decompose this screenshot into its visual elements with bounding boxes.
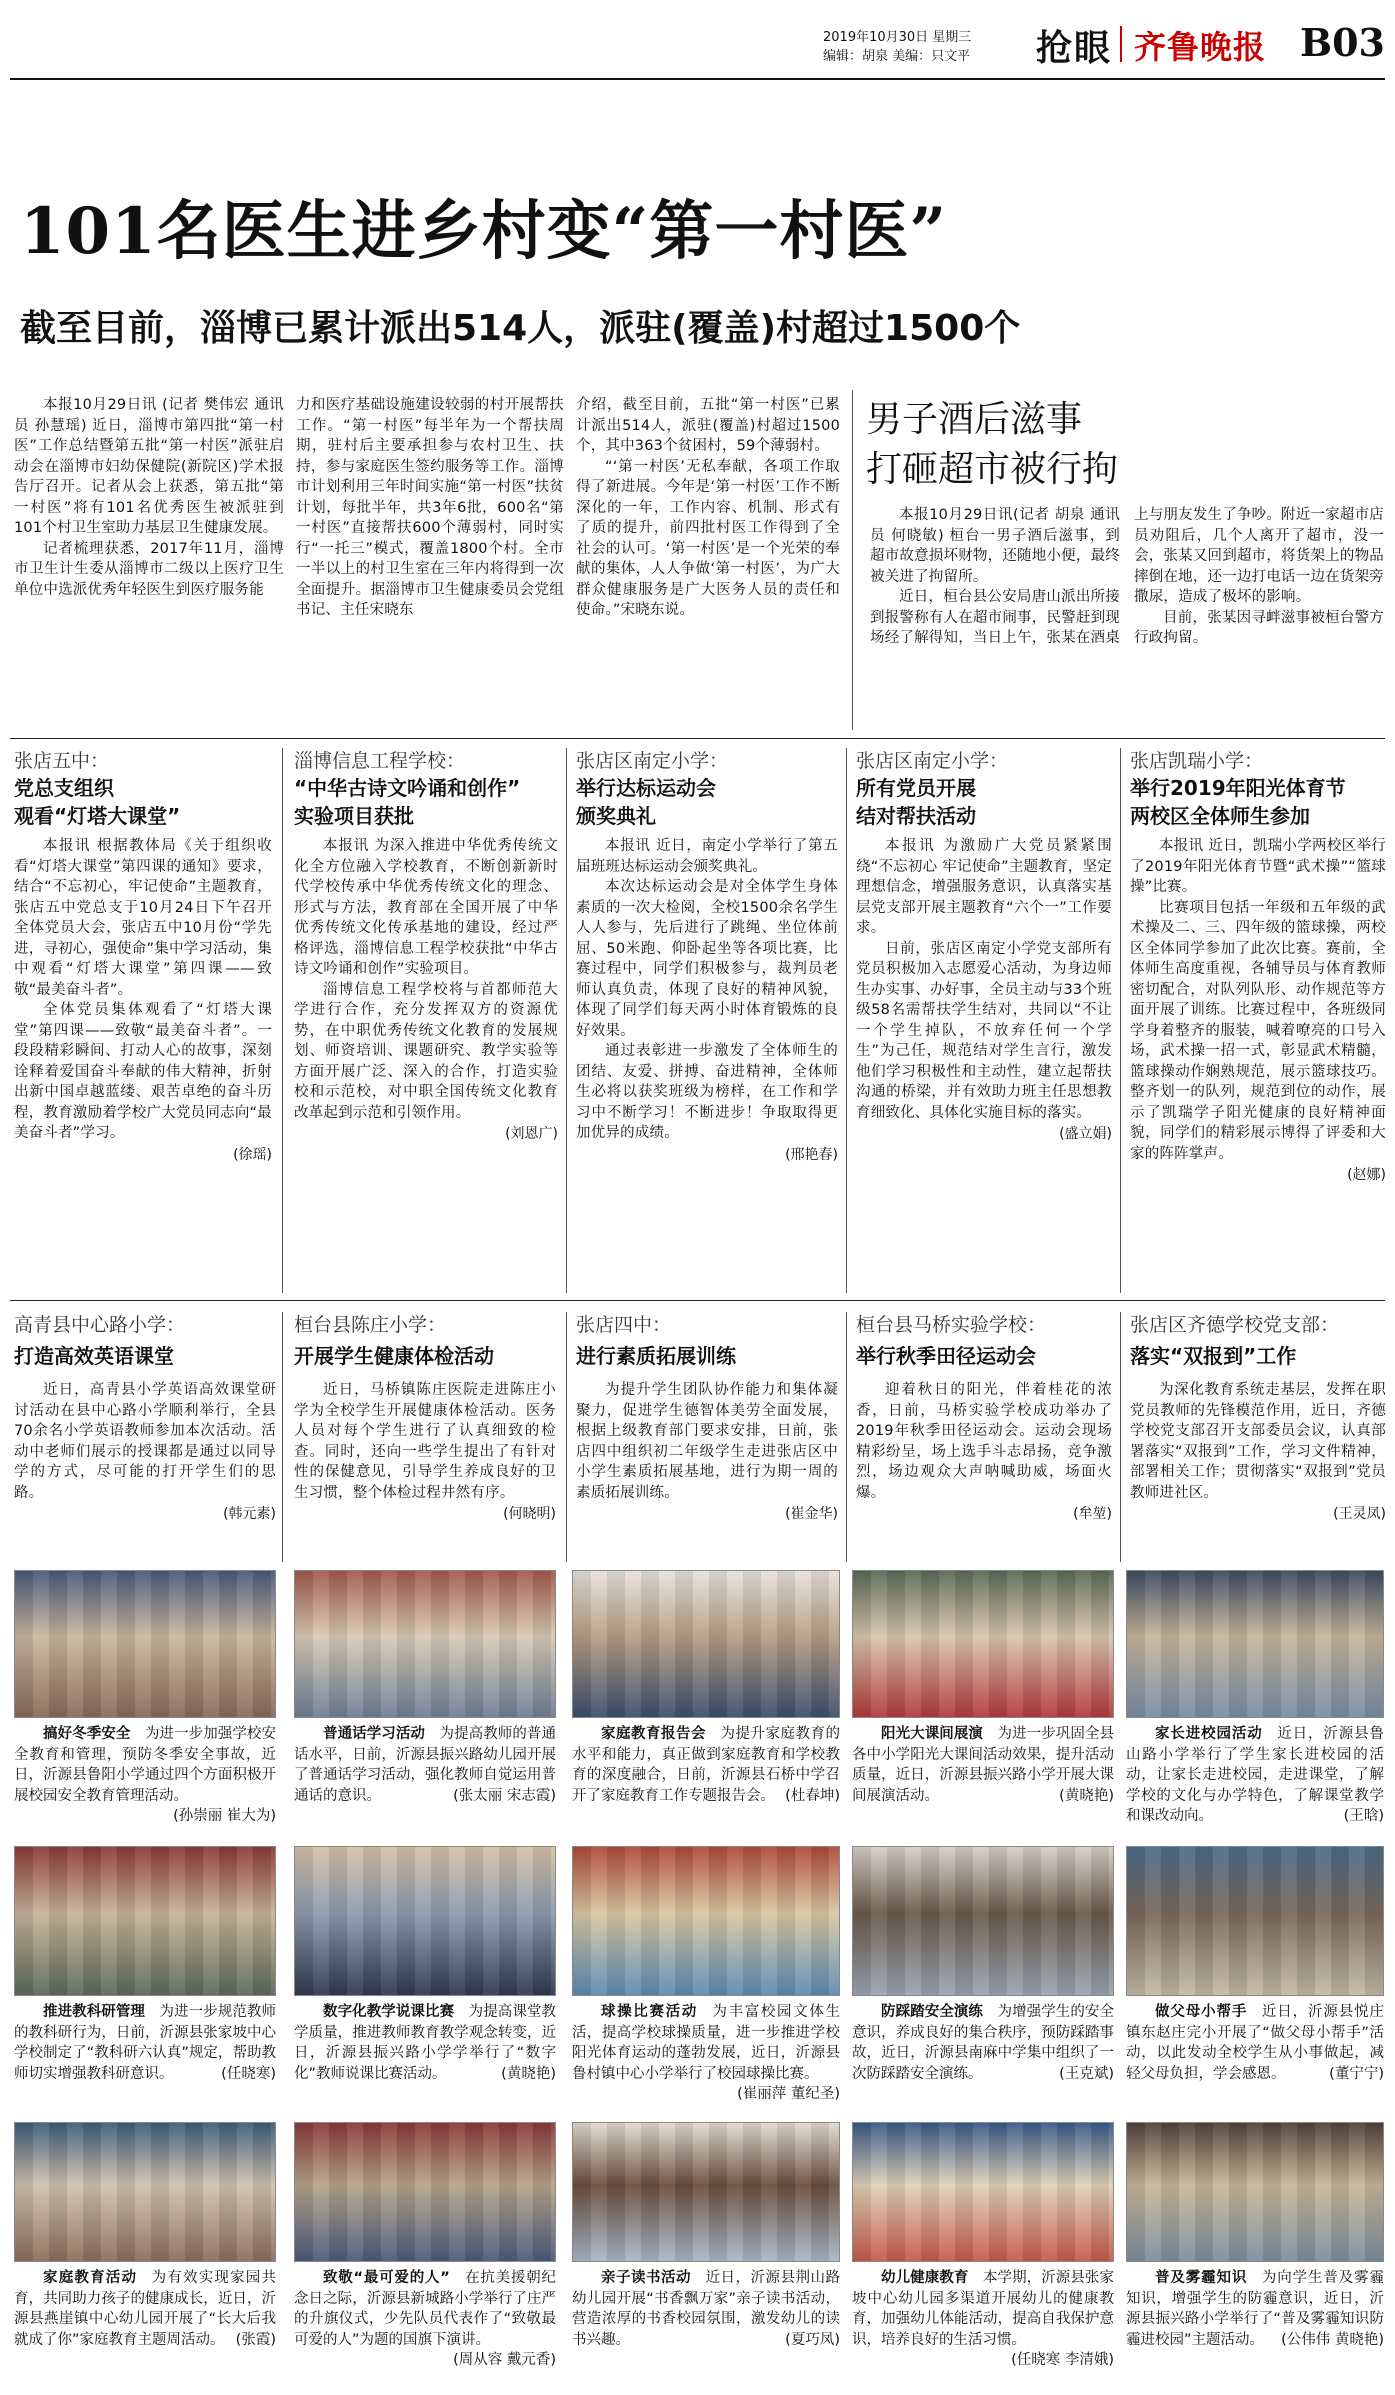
side-paragraph: 目前，张某因寻衅滋事被桓台警方行政拘留。	[1134, 609, 1384, 646]
caption-byline: (崔丽萍 董纪圣)	[737, 2086, 840, 2102]
news-photo	[14, 2122, 276, 2262]
short-gaoqing	[14, 1312, 276, 1523]
caption-title: 普通话学习活动	[323, 1726, 425, 1742]
short-headline: 进行素质拓展训练	[576, 1344, 736, 1368]
header-date: 2019年10月30日 星期三	[823, 30, 972, 45]
news-photo	[294, 1570, 556, 1718]
photo-caption	[572, 2002, 841, 2102]
photo-caption	[14, 2002, 276, 2084]
short-school: 桓台县陈庄小学：	[294, 1314, 447, 1336]
short-byline: (韩元素)	[223, 1506, 276, 1522]
brief-headline: 实验项目获批	[294, 804, 414, 828]
side-paragraph: 本报10月29日讯(记者 胡泉 通讯员 何晓敏) 桓台一男子酒后滋事，到超市故意损坏财物，还随地小便，最终被关进了拘留所。	[870, 507, 1120, 585]
short-paragraph: 近日，高青县小学英语高效课堂研讨活动在县中心路小学顺利举行，全县70余名小学英语教师参加本次活动。活动中老师们展示的授课都是通过以同导学的方式，尽可能的打开学生们的思路。	[14, 1382, 276, 1501]
column-divider	[846, 748, 847, 1293]
side-paragraph: 近日，桓台县公安局唐山派出所接到报警称有人在超市闹事，民警赶到现场经了解得知，当日上午，张某在酒桌	[870, 589, 1120, 646]
brief-byline: (盛立娟)	[1059, 1126, 1112, 1142]
lead-column-3	[576, 395, 840, 621]
brief-zibo-info-school	[294, 748, 558, 1143]
photo-caption	[294, 1724, 556, 1806]
header-divider	[1120, 26, 1122, 62]
photo-news-item	[14, 1570, 276, 1827]
news-photo	[852, 1846, 1114, 1996]
page-number: B03	[1300, 20, 1385, 65]
news-photo	[294, 1846, 556, 1996]
short-school: 桓台县马桥实验学校：	[856, 1314, 1047, 1336]
short-headline: 落实“双报到”工作	[1130, 1344, 1297, 1368]
photo-caption	[572, 2268, 840, 2350]
caption-byline: (王克斌)	[1059, 2065, 1114, 2082]
caption-byline: (任晓寒)	[221, 2065, 276, 2082]
caption-byline: (任晓寒 李清娥)	[1011, 2352, 1114, 2368]
photo-news-item	[1126, 1846, 1384, 2084]
caption-text: 本学期，沂源县张家坡中心幼儿园多渠道开展幼儿的健康教育，加强幼儿体能活动，提高自我保护意识，培养良好的生活习惯。	[852, 2270, 1115, 2348]
lead-paragraph: 记者梳理获悉，2017年11月，淄博市卫生计生委从淄博市二级以上医疗卫生单位中选派优秀年轻医生到医疗服务能	[14, 540, 284, 598]
brief-zhangdian-5	[14, 748, 272, 1164]
section-kicker: 抢眼	[1036, 28, 1113, 69]
brief-school: 张店区南定小学：	[576, 750, 729, 772]
short-headline: 打造高效英语课堂	[14, 1344, 174, 1368]
section-rule	[10, 1300, 1385, 1301]
brief-nanding-party	[856, 748, 1112, 1143]
brief-paragraph: 本报讯 近日，南定小学举行了第五届班班达标运动会颁奖典礼。	[576, 838, 838, 875]
photo-caption	[852, 2002, 1114, 2084]
photo-caption	[294, 2268, 556, 2368]
news-photo	[572, 1846, 840, 1996]
caption-title: 家庭教育报告会	[601, 1726, 706, 1742]
caption-text: 近日，沂源县悦庄镇东赵庄完小开展了“做父母小帮手”活动，以此发动全校学生从小事做起，减轻父母负担，学会感恩。	[1126, 2004, 1385, 2082]
side-story-headline	[866, 395, 1118, 495]
brief-headline: 两校区全体师生参加	[1130, 804, 1310, 828]
brief-paragraph: 全体党员集体观看了“灯塔大课堂”第四课——致敬“最美奋斗者”。一段段精彩瞬间、打动人心的故事，深刻诠释着爱国奋斗奉献的伟大精神，折射出新中国卓越蓝缕、艰苦卓绝的奋斗历程，教育激励着学校广大党员同志向“最美奋斗者”学习。	[14, 1002, 272, 1141]
photo-news-item	[14, 1846, 276, 2084]
brief-school: 张店区南定小学：	[856, 750, 1009, 772]
short-byline: (王灵凤)	[1333, 1506, 1386, 1522]
caption-byline: (公伟伟 黄晓艳)	[1281, 2331, 1384, 2348]
photo-news-item	[572, 1570, 840, 1806]
news-photo	[852, 1570, 1114, 1718]
brief-byline: (邢艳春)	[785, 1146, 838, 1163]
photo-caption	[572, 1724, 840, 1806]
caption-text: 为提高课堂教学质量，推进教师教育教学观念转变，近日，沂源县振兴路小学学举行了“数字化”教师说课比赛活动。	[294, 2004, 557, 2082]
caption-title: 推进教科研管理	[43, 2004, 145, 2020]
photo-caption	[852, 1724, 1114, 1806]
caption-byline: (黄晓艳)	[501, 2065, 556, 2082]
short-byline: (何晓明)	[503, 1506, 556, 1522]
caption-title: 防踩踏安全演练	[881, 2004, 983, 2020]
short-school: 高青县中心路小学：	[14, 1314, 186, 1336]
caption-title: 家长进校园活动	[1155, 1726, 1263, 1742]
caption-text: 为提高教师的普通话水平，日前，沂源县振兴路幼儿园开展了普通话学习活动，强化教师自觉运用普通话的意识。	[294, 1726, 556, 1804]
caption-text: 为进一步巩固全县各中小学阳光大课间活动效果，提升活动质量，近日，沂源县振兴路小学开展大课间展演活动。	[852, 1726, 1114, 1804]
short-paragraph: 迎着秋日的阳光，伴着桂花的浓香，日前，马桥实验学校成功举办了2019年秋季田径运动会。运动会现场精彩纷呈，场上选手斗志昂扬，竞争激烈，场边观众大声呐喊助威，场面火爆。	[856, 1382, 1112, 1501]
brief-paragraph: 本报讯 为深入推进中华优秀传统文化全方位融入学校教育，不断创新新时代学校传承中华优秀传统文化的理念、形式与方法，教育部在全国开展了中华优秀传统文化传承基地的建设，经过严格评选，淄博信息工程学校获批“中华古诗文吟诵和创作”实验项目。	[294, 838, 558, 977]
lead-paragraph: 介绍，截至目前，五批“第一村医”已累计派出514人，派驻(覆盖)村超过1500个，其中363个贫困村，59个薄弱村。	[576, 397, 840, 454]
lead-paragraph: 本报10月29日讯 (记者 樊伟宏 通讯员 孙慧瑶) 近日，淄博市第四批“第一村医”工作总结暨第五批“第一村医”派驻启动会在淄博市妇幼保健院(新院区)学术报告厅召开。记者从会上获悉，第五批“第一村医”将有101名优秀医生被派驻到101个村卫生室助力基层卫生健康发展。	[14, 397, 284, 536]
photo-news-item	[852, 1570, 1114, 1806]
short-paragraph: 为提升学生团队协作能力和集体凝聚力，促进学生德智体美劳全面发展，根据上级教育部门要求安排，日前，张店四中组织初二年级学生走进张店区中小学生素质拓展基地，进行为期一周的素质拓展训练。	[576, 1382, 838, 1501]
photo-caption	[1126, 1724, 1384, 1827]
photo-caption	[1126, 2002, 1384, 2084]
photo-caption	[14, 2268, 276, 2350]
brief-headline: 观看“灯塔大课堂”	[14, 804, 181, 828]
column-divider	[1120, 748, 1121, 1293]
brief-byline: (刘恩广)	[505, 1126, 558, 1142]
caption-byline: (董宁宁)	[1329, 2065, 1384, 2082]
brief-headline: “中华古诗文吟诵和创作”	[294, 776, 521, 800]
photo-caption	[1126, 2268, 1384, 2350]
brief-paragraph: 本次达标运动会是对全体学生身体素质的一次大检阅，全校1500余名学生人人参与，先后进行了跳绳、坐位体前屈、50米跑、仰卧起坐等各项比赛，比赛过程中，同学们积极参与，裁判员老师认真负责，体现了良好的精神风貌，体现了同学们每天两小时体育锻炼的良好效果。	[576, 879, 838, 1039]
caption-byline: (张霞)	[235, 2331, 276, 2348]
caption-title: 搞好冬季安全	[43, 1726, 131, 1742]
photo-news-item	[294, 1570, 556, 1806]
side-headline-line: 男子酒后滋事	[866, 399, 1083, 440]
caption-byline: (杜春坤)	[785, 1787, 840, 1804]
column-divider	[1120, 1312, 1121, 1562]
short-headline: 开展学生健康体检活动	[294, 1344, 494, 1368]
short-zhangdian-4	[576, 1312, 838, 1523]
brief-school: 张店五中：	[14, 750, 110, 772]
news-photo	[14, 1846, 276, 1996]
short-headline: 举行秋季田径运动会	[856, 1344, 1036, 1368]
caption-title: 普及雾霾知识	[1155, 2270, 1248, 2286]
photo-news-item	[1126, 1570, 1384, 1827]
photo-caption	[14, 1724, 277, 1824]
short-paragraph: 为深化教育系统走基层，发挥在职党员教师的先锋模范作用，近日，齐德学校党支部召开支部委员会议，认真部署落实“双报到”工作，学习文件精神，部署相关工作；贯彻落实“双报到”党员教师进社区。	[1130, 1382, 1386, 1501]
news-photo	[294, 2122, 556, 2262]
lead-subheadline: 截至目前，淄博已累计派出514人，派驻(覆盖)村超过1500个	[20, 308, 1021, 349]
brief-paragraph: 通过表彰进一步激发了全体师生的团结、友爱、拼搏、奋进精神，全体师生必将以获奖班级为榜样，在工作和学习中不断学习！不断进步！争取取得更加优异的成绩。	[576, 1043, 838, 1141]
caption-title: 致敬“最可爱的人”	[323, 2270, 450, 2286]
photo-news-item	[572, 2122, 840, 2350]
brief-paragraph: 本报讯 近日，凯瑞小学两校区举行了2019年阳光体育节暨“武术操”“篮球操”比赛。	[1130, 838, 1386, 895]
column-divider	[282, 1312, 283, 1562]
news-photo	[1126, 1570, 1384, 1718]
caption-text: 为有效实现家园共育，共同助力孩子的健康成长，近日，沂源县燕崖镇中心幼儿园开展了“长大后我就成了你”家庭教育主题周活动。	[14, 2270, 277, 2348]
photo-news-item	[1126, 2122, 1384, 2350]
caption-byline: (孙崇丽 崔大为)	[173, 1808, 276, 1824]
caption-byline: (夏巧凤)	[785, 2331, 840, 2348]
news-photo	[1126, 2122, 1384, 2262]
caption-title: 亲子读书活动	[601, 2270, 691, 2286]
short-paragraph: 近日，马桥镇陈庄医院走进陈庄小学为全校学生开展健康体检活动。医务人员对每个学生进行了认真细致的检查。同时，还向一些学生提出了有针对性的保健意见，引导学生养成良好的卫生习惯，整个体检过程井然有序。	[294, 1382, 556, 1501]
newspaper-logo: 齐鲁晚报	[1134, 28, 1267, 66]
column-divider	[282, 748, 283, 1293]
short-school: 张店四中：	[576, 1314, 672, 1336]
news-photo	[852, 2122, 1114, 2262]
brief-headline: 结对帮扶活动	[856, 804, 976, 828]
caption-title: 家庭教育活动	[43, 2270, 138, 2286]
caption-text: 为进一步规范教师的教科研行为，日前，沂源县张家坡中心学校制定了“教科研六认真”规定，帮助教师切实增强教科研意识。	[14, 2004, 276, 2082]
photo-news-item	[852, 2122, 1114, 2371]
news-photo	[572, 2122, 840, 2262]
caption-byline: (王晗)	[1343, 1808, 1384, 1824]
caption-byline: (张太丽 宋志霞)	[453, 1787, 556, 1804]
brief-kairui	[1130, 748, 1386, 1184]
caption-byline: (黄晓艳)	[1059, 1787, 1114, 1804]
brief-school: 张店凯瑞小学：	[1130, 750, 1264, 772]
brief-paragraph: 比赛项目包括一年级和五年级的武术操及二、三、四年级的篮球操，两校区全体同学参加了此次比赛。赛前，全体师生高度重视，各辅导员与体育教师密切配合，对队列队形、动作规范等方面开展了训练。比赛过程中，各班级同学身着整齐的服装，喊着嘹亮的口号入场，武术操一招一式，彰显武术精髓，篮球操动作娴熟规范，展示篮球技巧。整齐划一的队列，规范到位的动作，展示了凯瑞学子阳光健康的良好精神面貌，同学们的精彩展示博得了评委和大家的阵阵掌声。	[1130, 899, 1386, 1162]
header-rule	[10, 78, 1385, 80]
side-paragraph: 上与朋友发生了争吵。附近一家超市店员劝阻后，几个人离开了超市，没一会，张某又回到超市，将货架上的物品摔倒在地，还一边打电话一边在货架旁撒尿，造成了极坏的影响。	[1134, 507, 1384, 605]
brief-headline: 颁奖典礼	[576, 804, 656, 828]
brief-school: 淄博信息工程学校：	[294, 750, 466, 772]
photo-news-item	[14, 2122, 276, 2350]
short-byline: (牟堃)	[1073, 1506, 1112, 1522]
brief-byline: (赵娜)	[1347, 1167, 1386, 1183]
caption-text: 在抗美援朝纪念日之际，沂源县新城路小学举行了庄严的升旗仪式，少先队员代表作了“致敬最可爱的人”为题的国旗下演讲。	[294, 2270, 556, 2348]
brief-headline: 所有党员开展	[856, 776, 976, 800]
column-divider	[846, 1312, 847, 1562]
section-rule	[10, 738, 1385, 739]
short-school: 张店区齐德学校党支部：	[1130, 1314, 1340, 1336]
lead-column-2	[296, 395, 564, 621]
brief-paragraph: 本报讯 为激励广大党员紧紧围绕“不忘初心 牢记使命”主题教育，坚定理想信念，增强服务意识，认真落实基层党支部开展主题教育“六个一”工作要求。	[856, 838, 1112, 936]
brief-headline: 举行达标运动会	[576, 776, 716, 800]
side-story-column-1	[870, 505, 1120, 649]
caption-byline: (周从容 戴元香)	[453, 2352, 556, 2368]
caption-text: 为向学生普及雾霾知识，增强学生的防霾意识，近日，沂源县振兴路小学举行了“普及雾霾知识防霾进校园”主题活动。	[1126, 2270, 1385, 2348]
brief-paragraph: 本报讯 根据教体局《关于组织收看“灯塔大课堂”第四课的通知》要求，结合“不忘初心，牢记使命”主题教育，张店五中党总支于10月24日下午召开全体党员大会，张店五中10月份“学先进，寻初心，强使命”集中学习活动，集中观看“灯塔大课堂”第四课——致敬“最美奋斗者”。	[14, 838, 272, 998]
side-story-column-2	[1134, 505, 1384, 649]
brief-paragraph: 日前，张店区南定小学党支部所有党员积极加入志愿爱心活动，为身边师生办实事、办好事，全员主动与33个班级58名需帮扶学生结对，共同以“不让一个学生掉队，不放弃任何一个学生”为己任，规范结对学生言行，激发他们学习积极性和主动性，建立起帮扶沟通的桥梁，并有效助力班主任思想教育细致化、具体化实施目标的落实。	[856, 940, 1112, 1121]
caption-text: 为进一步加强学校安全教育和管理，预防冬季安全事故，近日，沂源县鲁阳小学通过四个方面积极开展校园安全教育管理活动。	[14, 1726, 277, 1804]
caption-text: 为增强学生的安全意识，养成良好的集合秩序，预防踩踏事故，近日，沂源县南麻中学集中组织了一次防踩踏安全演练。	[852, 2004, 1114, 2082]
column-divider	[566, 1312, 567, 1562]
header-editors: 编辑：胡泉 美编：只文平	[823, 49, 971, 64]
brief-paragraph: 淄博信息工程学校将与首都师范大学进行合作，充分发挥双方的资源优势，在中职优秀传统文化教育的发展规划、师资培训、课题研究、教学实验等方面开展广泛、深入的合作，打造实验校和示范校，对中职全国传统文化教育改革起到示范和引领作用。	[294, 981, 558, 1121]
photo-news-item	[572, 1846, 840, 2105]
column-divider	[852, 390, 853, 730]
short-maqiao	[856, 1312, 1112, 1523]
brief-headline: 举行2019年阳光体育节	[1130, 776, 1346, 800]
lead-column-1	[14, 395, 284, 600]
brief-headline: 党总支组织	[14, 776, 114, 800]
photo-news-item	[294, 1846, 556, 2084]
side-headline-line: 打砸超市被行拘	[866, 449, 1119, 490]
photo-news-item	[852, 1846, 1114, 2084]
short-chenzhuang	[294, 1312, 556, 1523]
caption-text: 为丰富校园文体生活，提高学校球操质量，进一步推进学校阳光体育运动的蓬勃发展，近日，沂源县鲁村镇中心小学举行了校园球操比赛。	[572, 2004, 841, 2082]
photo-caption	[852, 2268, 1115, 2368]
short-qide	[1130, 1312, 1386, 1523]
caption-text: 近日，沂源县荆山路幼儿园开展“书香飘万家”亲子读书活动，营造浓厚的书香校园氛围，激发幼儿的读书兴趣。	[572, 2270, 840, 2348]
lead-paragraph: 力和医疗基础设施建设较弱的村开展帮扶工作。“第一村医”每半年为一个帮扶周期，驻村后主要承担参与农村卫生、扶持，参与家庭医生签约服务等工作。淄博市计划利用三年时间实施“第一村医”扶贫计划，每批半年，共3年6批，600名“第一村医”直接帮扶600个薄弱村，同时实行“一托三”模式，覆盖1800个村。全市一半以上的村卫生室在三年内将得到一次全面提升。据淄博市卫生健康委员会党组书记、主任宋晓东	[296, 397, 564, 618]
column-divider	[566, 748, 567, 1293]
photo-caption	[294, 2002, 556, 2084]
caption-title: 阳光大课间展演	[881, 1726, 983, 1742]
caption-title: 做父母小帮手	[1155, 2004, 1248, 2020]
header-date-block	[823, 28, 971, 66]
photo-news-item	[294, 2122, 556, 2371]
caption-title: 球操比赛活动	[601, 2004, 698, 2020]
news-photo	[572, 1570, 840, 1718]
news-photo	[14, 1570, 276, 1718]
brief-byline: (徐瑶)	[233, 1146, 272, 1163]
news-photo	[1126, 1846, 1384, 1996]
brief-nanding-sports	[576, 748, 838, 1164]
lead-paragraph: “‘第一村医’无私奉献，各项工作取得了新进展。今年是‘第一村医’工作不断深化的一年，工作内容、机制、形式有了质的提升，前四批村医工作得到了全社会的认可。‘第一村医’是一个光荣的奉献的集体，人人争做‘第一村医’，为广大群众健康服务是广大医务人员的责任和使命。”宋晓东说。	[576, 458, 840, 618]
caption-title: 幼儿健康教育	[881, 2270, 969, 2286]
short-byline: (崔金华)	[785, 1506, 838, 1522]
caption-title: 数字化教学说课比赛	[323, 2004, 455, 2020]
caption-text: 为提升家庭教育的水平和能力，真正做到家庭教育和学校教育的深度融合，日前，沂源县石桥中学召开了家庭教育工作专题报告会。	[572, 1726, 840, 1804]
lead-headline: 101名医生进乡村变“第一村医”	[20, 194, 948, 269]
caption-text: 近日，沂源县鲁山路小学举行了学生家长进校园的活动，让家长走进校园，走进课堂，了解学校的文化与办学特色，了解课堂教学和课改动向。	[1126, 1726, 1385, 1824]
